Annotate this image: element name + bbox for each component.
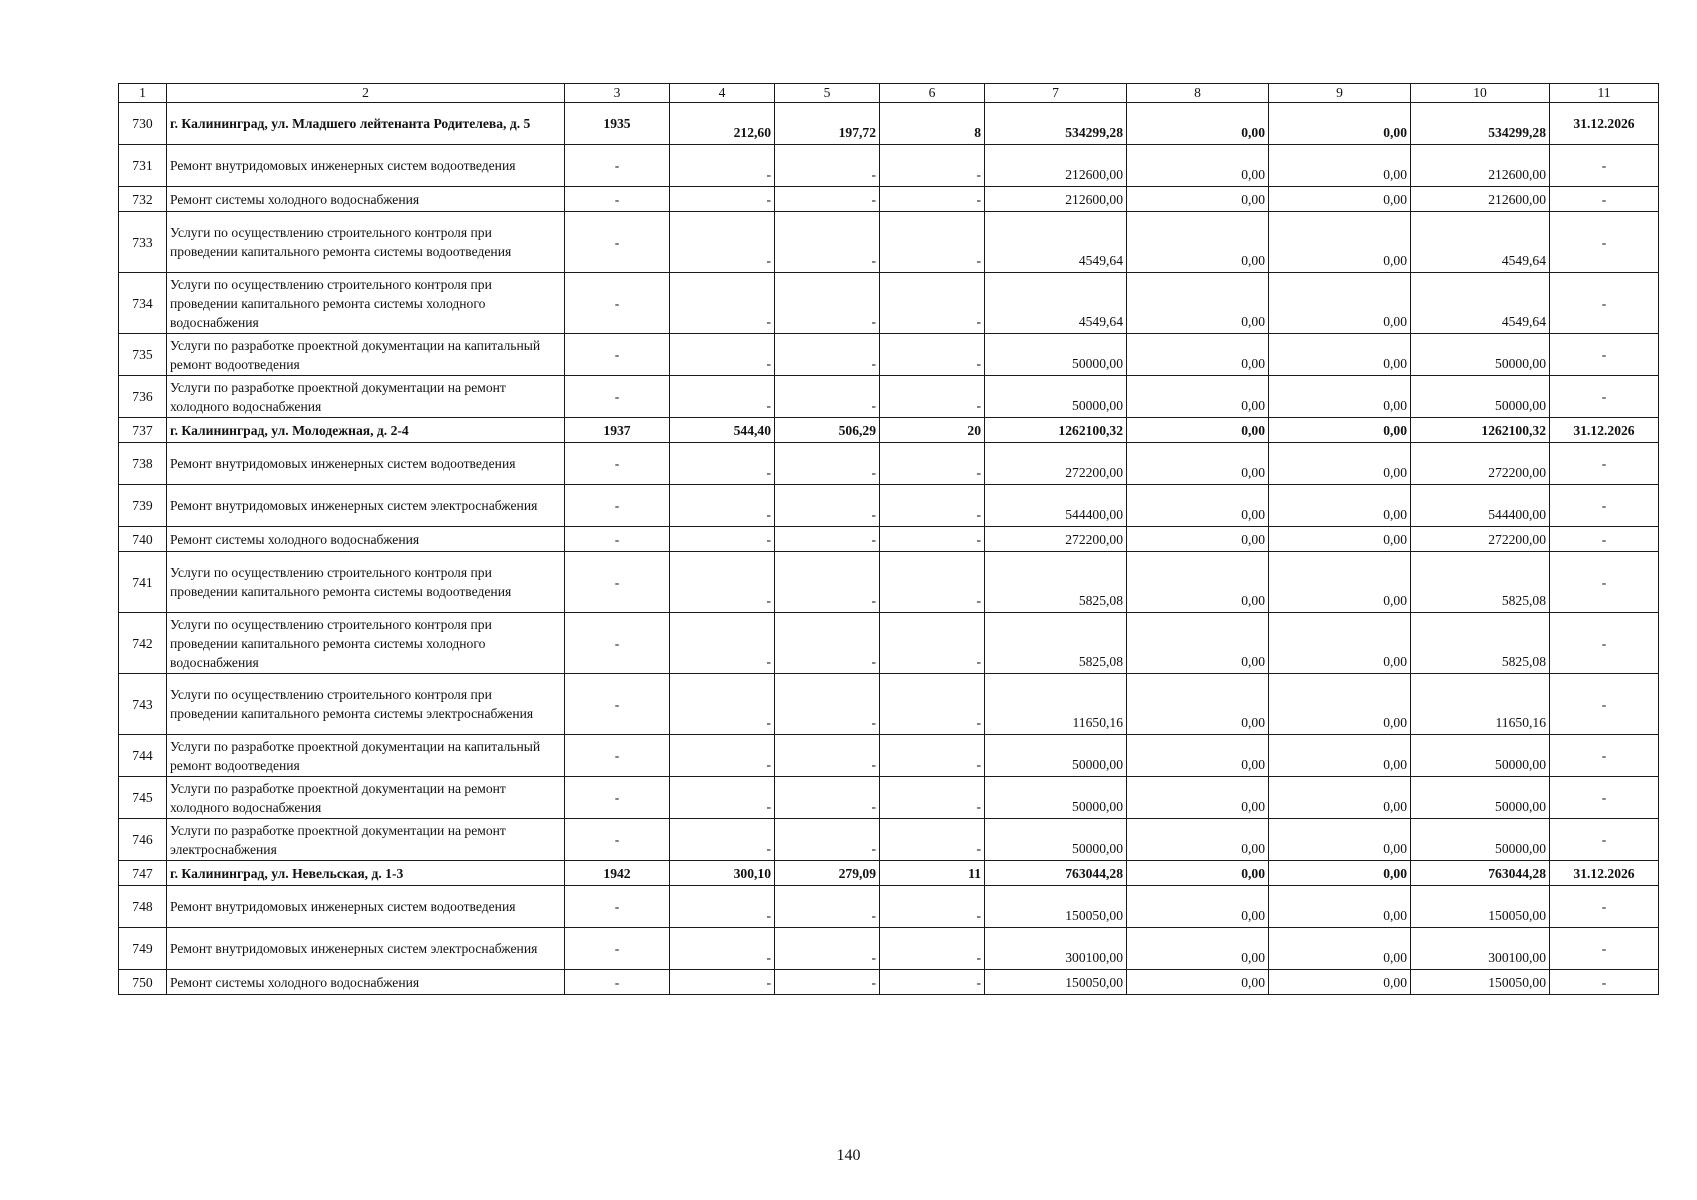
col-10-cell: 50000,00 <box>1411 376 1550 418</box>
row-number: 750 <box>119 970 167 995</box>
col-3-cell: - <box>565 145 670 187</box>
col-8-cell: 0,00 <box>1127 418 1269 443</box>
col-4-cell: - <box>670 735 775 777</box>
col-8-cell: 0,00 <box>1127 212 1269 273</box>
table-row <box>119 552 1659 613</box>
table-row <box>119 674 1659 735</box>
header-col-3: 3 <box>565 84 670 103</box>
col-9-cell: 0,00 <box>1269 418 1411 443</box>
col-11-cell: 31.12.2026 <box>1550 861 1659 886</box>
col-8-cell: 0,00 <box>1127 674 1269 735</box>
col-5-cell: - <box>775 970 880 995</box>
col-3-cell: - <box>565 886 670 928</box>
header-col-7: 7 <box>985 84 1127 103</box>
col-7-cell: 11650,16 <box>985 674 1127 735</box>
col-11-cell: - <box>1550 970 1659 995</box>
col-5-cell: - <box>775 273 880 334</box>
col-9-cell: 0,00 <box>1269 485 1411 527</box>
col-11-cell: - <box>1550 376 1659 418</box>
col-6-cell: - <box>880 273 985 334</box>
col-5-cell: - <box>775 886 880 928</box>
table-row <box>119 443 1659 485</box>
col-7-cell: 4549,64 <box>985 273 1127 334</box>
col-3-cell: - <box>565 970 670 995</box>
table-row <box>119 886 1659 928</box>
col-4-cell: - <box>670 777 775 819</box>
work-name: Услуги по осуществлению строительного контроля при проведении капитального ремонта системы водоотведения <box>167 552 565 613</box>
col-9-cell: 0,00 <box>1269 212 1411 273</box>
table-row <box>119 212 1659 273</box>
table-header-row <box>119 84 1659 103</box>
col-3-cell: - <box>565 376 670 418</box>
col-6-cell: - <box>880 552 985 613</box>
col-11-cell: - <box>1550 212 1659 273</box>
col-10-cell: 544400,00 <box>1411 485 1550 527</box>
col-10-cell: 4549,64 <box>1411 212 1550 273</box>
col-6-cell: - <box>880 212 985 273</box>
table-row <box>119 735 1659 777</box>
col-4-cell: - <box>670 212 775 273</box>
page-number: 140 <box>836 1147 861 1164</box>
col-4-cell: - <box>670 674 775 735</box>
col-4-cell: 212,60 <box>670 103 775 145</box>
col-11-cell: - <box>1550 145 1659 187</box>
col-5-cell: - <box>775 187 880 212</box>
col-11-cell: - <box>1550 443 1659 485</box>
col-7-cell: 150050,00 <box>985 886 1127 928</box>
col-4-cell: - <box>670 443 775 485</box>
col-11-cell: - <box>1550 735 1659 777</box>
row-number: 731 <box>119 145 167 187</box>
col-3-cell: - <box>565 273 670 334</box>
col-11-cell: - <box>1550 527 1659 552</box>
col-8-cell: 0,00 <box>1127 145 1269 187</box>
col-5-cell: - <box>775 443 880 485</box>
col-5-cell: - <box>775 777 880 819</box>
col-9-cell: 0,00 <box>1269 145 1411 187</box>
col-4-cell: - <box>670 928 775 970</box>
header-col-11: 11 <box>1550 84 1659 103</box>
col-7-cell: 212600,00 <box>985 187 1127 212</box>
col-8-cell: 0,00 <box>1127 443 1269 485</box>
col-10-cell: 300100,00 <box>1411 928 1550 970</box>
col-4-cell: - <box>670 552 775 613</box>
col-6-cell: - <box>880 970 985 995</box>
col-11-cell: - <box>1550 928 1659 970</box>
work-name: Услуги по разработке проектной документации на ремонт электроснабжения <box>167 819 565 861</box>
header-col-2: 2 <box>167 84 565 103</box>
col-6-cell: - <box>880 777 985 819</box>
row-number: 747 <box>119 861 167 886</box>
header-col-6: 6 <box>880 84 985 103</box>
col-6-cell: 8 <box>880 103 985 145</box>
col-10-cell: 150050,00 <box>1411 970 1550 995</box>
work-name: Ремонт внутридомовых инженерных систем водоотведения <box>167 145 565 187</box>
col-6-cell: - <box>880 928 985 970</box>
col-3-cell: - <box>565 485 670 527</box>
table-row <box>119 819 1659 861</box>
col-11-cell: - <box>1550 886 1659 928</box>
header-col-9: 9 <box>1269 84 1411 103</box>
work-name: Услуги по разработке проектной документации на ремонт холодного водоснабжения <box>167 376 565 418</box>
row-number: 734 <box>119 273 167 334</box>
col-7-cell: 50000,00 <box>985 376 1127 418</box>
table-row <box>119 485 1659 527</box>
col-10-cell: 5825,08 <box>1411 552 1550 613</box>
col-8-cell: 0,00 <box>1127 273 1269 334</box>
col-6-cell: 20 <box>880 418 985 443</box>
col-3-cell: - <box>565 777 670 819</box>
col-6-cell: 11 <box>880 861 985 886</box>
col-3-cell: 1937 <box>565 418 670 443</box>
col-6-cell: - <box>880 735 985 777</box>
col-7-cell: 4549,64 <box>985 212 1127 273</box>
col-8-cell: 0,00 <box>1127 334 1269 376</box>
table-row <box>119 527 1659 552</box>
work-name: г. Калининград, ул. Молодежная, д. 2-4 <box>167 418 565 443</box>
col-11-cell: - <box>1550 552 1659 613</box>
header-col-1: 1 <box>119 84 167 103</box>
table-body <box>119 84 1659 995</box>
work-name: Ремонт системы холодного водоснабжения <box>167 527 565 552</box>
col-10-cell: 212600,00 <box>1411 145 1550 187</box>
work-name: Услуги по разработке проектной документации на капитальный ремонт водоотведения <box>167 735 565 777</box>
col-3-cell: - <box>565 674 670 735</box>
col-5-cell: - <box>775 145 880 187</box>
col-11-cell: 31.12.2026 <box>1550 103 1659 145</box>
table-row <box>119 334 1659 376</box>
table-row <box>119 273 1659 334</box>
col-9-cell: 0,00 <box>1269 674 1411 735</box>
col-5-cell: - <box>775 527 880 552</box>
row-number: 742 <box>119 613 167 674</box>
col-4-cell: - <box>670 334 775 376</box>
col-10-cell: 50000,00 <box>1411 777 1550 819</box>
col-8-cell: 0,00 <box>1127 928 1269 970</box>
col-5-cell: 279,09 <box>775 861 880 886</box>
col-6-cell: - <box>880 527 985 552</box>
row-number: 745 <box>119 777 167 819</box>
col-8-cell: 0,00 <box>1127 777 1269 819</box>
work-name: Ремонт внутридомовых инженерных систем электроснабжения <box>167 928 565 970</box>
col-7-cell: 50000,00 <box>985 777 1127 819</box>
col-4-cell: - <box>670 613 775 674</box>
col-7-cell: 1262100,32 <box>985 418 1127 443</box>
col-8-cell: 0,00 <box>1127 861 1269 886</box>
col-10-cell: 50000,00 <box>1411 819 1550 861</box>
col-11-cell: - <box>1550 674 1659 735</box>
col-3-cell: - <box>565 334 670 376</box>
table-row <box>119 861 1659 886</box>
col-4-cell: - <box>670 527 775 552</box>
col-4-cell: - <box>670 485 775 527</box>
col-9-cell: 0,00 <box>1269 527 1411 552</box>
row-number: 733 <box>119 212 167 273</box>
col-7-cell: 272200,00 <box>985 527 1127 552</box>
work-name: Услуги по разработке проектной документации на ремонт холодного водоснабжения <box>167 777 565 819</box>
col-7-cell: 534299,28 <box>985 103 1127 145</box>
work-name: г. Калининград, ул. Невельская, д. 1-3 <box>167 861 565 886</box>
work-name: Услуги по осуществлению строительного контроля при проведении капитального ремонта системы электроснабжения <box>167 674 565 735</box>
table-row <box>119 928 1659 970</box>
col-9-cell: 0,00 <box>1269 552 1411 613</box>
col-8-cell: 0,00 <box>1127 485 1269 527</box>
table-row <box>119 418 1659 443</box>
table-row <box>119 103 1659 145</box>
col-4-cell: - <box>670 970 775 995</box>
col-3-cell: - <box>565 928 670 970</box>
col-4-cell: - <box>670 819 775 861</box>
work-name: Ремонт системы холодного водоснабжения <box>167 970 565 995</box>
col-3-cell: - <box>565 613 670 674</box>
col-5-cell: - <box>775 334 880 376</box>
col-4-cell: 300,10 <box>670 861 775 886</box>
col-10-cell: 150050,00 <box>1411 886 1550 928</box>
row-number: 744 <box>119 735 167 777</box>
work-name: Ремонт внутридомовых инженерных систем электроснабжения <box>167 485 565 527</box>
col-6-cell: - <box>880 485 985 527</box>
col-9-cell: 0,00 <box>1269 928 1411 970</box>
col-9-cell: 0,00 <box>1269 376 1411 418</box>
col-8-cell: 0,00 <box>1127 103 1269 145</box>
col-6-cell: - <box>880 145 985 187</box>
col-9-cell: 0,00 <box>1269 334 1411 376</box>
col-5-cell: - <box>775 735 880 777</box>
col-3-cell: - <box>565 552 670 613</box>
col-5-cell: - <box>775 928 880 970</box>
col-5-cell: - <box>775 552 880 613</box>
col-9-cell: 0,00 <box>1269 613 1411 674</box>
col-10-cell: 212600,00 <box>1411 187 1550 212</box>
col-10-cell: 1262100,32 <box>1411 418 1550 443</box>
col-8-cell: 0,00 <box>1127 970 1269 995</box>
row-number: 738 <box>119 443 167 485</box>
col-4-cell: 544,40 <box>670 418 775 443</box>
col-8-cell: 0,00 <box>1127 613 1269 674</box>
col-10-cell: 5825,08 <box>1411 613 1550 674</box>
table-row <box>119 145 1659 187</box>
table-row <box>119 613 1659 674</box>
col-8-cell: 0,00 <box>1127 552 1269 613</box>
col-3-cell: - <box>565 527 670 552</box>
col-3-cell: 1942 <box>565 861 670 886</box>
row-number: 732 <box>119 187 167 212</box>
col-8-cell: 0,00 <box>1127 527 1269 552</box>
col-6-cell: - <box>880 886 985 928</box>
row-number: 741 <box>119 552 167 613</box>
col-8-cell: 0,00 <box>1127 187 1269 212</box>
col-3-cell: - <box>565 819 670 861</box>
col-9-cell: 0,00 <box>1269 861 1411 886</box>
col-3-cell: - <box>565 212 670 273</box>
col-7-cell: 212600,00 <box>985 145 1127 187</box>
table-row <box>119 187 1659 212</box>
col-10-cell: 272200,00 <box>1411 527 1550 552</box>
col-10-cell: 763044,28 <box>1411 861 1550 886</box>
col-9-cell: 0,00 <box>1269 819 1411 861</box>
col-10-cell: 50000,00 <box>1411 735 1550 777</box>
col-5-cell: - <box>775 485 880 527</box>
col-11-cell: - <box>1550 334 1659 376</box>
col-10-cell: 11650,16 <box>1411 674 1550 735</box>
col-9-cell: 0,00 <box>1269 443 1411 485</box>
work-name: Услуги по осуществлению строительного контроля при проведении капитального ремонта системы холодного водоснабжения <box>167 273 565 334</box>
col-9-cell: 0,00 <box>1269 187 1411 212</box>
col-8-cell: 0,00 <box>1127 735 1269 777</box>
col-5-cell: - <box>775 212 880 273</box>
col-9-cell: 0,00 <box>1269 103 1411 145</box>
table-row <box>119 376 1659 418</box>
col-5-cell: - <box>775 674 880 735</box>
col-7-cell: 272200,00 <box>985 443 1127 485</box>
row-number: 740 <box>119 527 167 552</box>
col-4-cell: - <box>670 886 775 928</box>
col-4-cell: - <box>670 187 775 212</box>
col-6-cell: - <box>880 674 985 735</box>
col-4-cell: - <box>670 376 775 418</box>
row-number: 739 <box>119 485 167 527</box>
col-7-cell: 50000,00 <box>985 334 1127 376</box>
col-6-cell: - <box>880 376 985 418</box>
work-name: Услуги по осуществлению строительного контроля при проведении капитального ремонта системы водоотведения <box>167 212 565 273</box>
work-name: г. Калининград, ул. Младшего лейтенанта Родителева, д. 5 <box>167 103 565 145</box>
row-number: 736 <box>119 376 167 418</box>
col-9-cell: 0,00 <box>1269 777 1411 819</box>
row-number: 746 <box>119 819 167 861</box>
col-9-cell: 0,00 <box>1269 273 1411 334</box>
header-col-8: 8 <box>1127 84 1269 103</box>
repair-program-table <box>118 83 1659 995</box>
col-7-cell: 50000,00 <box>985 819 1127 861</box>
col-9-cell: 0,00 <box>1269 735 1411 777</box>
col-3-cell: 1935 <box>565 103 670 145</box>
col-7-cell: 5825,08 <box>985 552 1127 613</box>
work-name: Услуги по осуществлению строительного контроля при проведении капитального ремонта системы холодного водоснабжения <box>167 613 565 674</box>
col-8-cell: 0,00 <box>1127 886 1269 928</box>
header-col-4: 4 <box>670 84 775 103</box>
table-row <box>119 970 1659 995</box>
work-name: Ремонт внутридомовых инженерных систем водоотведения <box>167 886 565 928</box>
col-3-cell: - <box>565 443 670 485</box>
col-6-cell: - <box>880 334 985 376</box>
col-11-cell: 31.12.2026 <box>1550 418 1659 443</box>
col-9-cell: 0,00 <box>1269 970 1411 995</box>
col-7-cell: 5825,08 <box>985 613 1127 674</box>
col-5-cell: 506,29 <box>775 418 880 443</box>
row-number: 735 <box>119 334 167 376</box>
col-11-cell: - <box>1550 613 1659 674</box>
col-5-cell: 197,72 <box>775 103 880 145</box>
col-5-cell: - <box>775 376 880 418</box>
col-7-cell: 300100,00 <box>985 928 1127 970</box>
row-number: 748 <box>119 886 167 928</box>
col-10-cell: 50000,00 <box>1411 334 1550 376</box>
row-number: 743 <box>119 674 167 735</box>
header-col-10: 10 <box>1411 84 1550 103</box>
col-7-cell: 763044,28 <box>985 861 1127 886</box>
col-10-cell: 534299,28 <box>1411 103 1550 145</box>
col-6-cell: - <box>880 443 985 485</box>
col-5-cell: - <box>775 613 880 674</box>
col-4-cell: - <box>670 273 775 334</box>
row-number: 749 <box>119 928 167 970</box>
header-col-5: 5 <box>775 84 880 103</box>
col-3-cell: - <box>565 187 670 212</box>
col-6-cell: - <box>880 819 985 861</box>
col-11-cell: - <box>1550 819 1659 861</box>
col-6-cell: - <box>880 613 985 674</box>
work-name: Ремонт внутридомовых инженерных систем водоотведения <box>167 443 565 485</box>
col-10-cell: 272200,00 <box>1411 443 1550 485</box>
col-6-cell: - <box>880 187 985 212</box>
col-7-cell: 50000,00 <box>985 735 1127 777</box>
work-name: Ремонт системы холодного водоснабжения <box>167 187 565 212</box>
col-11-cell: - <box>1550 273 1659 334</box>
col-3-cell: - <box>565 735 670 777</box>
col-5-cell: - <box>775 819 880 861</box>
col-11-cell: - <box>1550 777 1659 819</box>
col-4-cell: - <box>670 145 775 187</box>
col-9-cell: 0,00 <box>1269 886 1411 928</box>
col-11-cell: - <box>1550 187 1659 212</box>
row-number: 737 <box>119 418 167 443</box>
table-row <box>119 777 1659 819</box>
row-number: 730 <box>119 103 167 145</box>
col-10-cell: 4549,64 <box>1411 273 1550 334</box>
col-7-cell: 150050,00 <box>985 970 1127 995</box>
work-name: Услуги по разработке проектной документации на капитальный ремонт водоотведения <box>167 334 565 376</box>
col-8-cell: 0,00 <box>1127 819 1269 861</box>
col-8-cell: 0,00 <box>1127 376 1269 418</box>
col-7-cell: 544400,00 <box>985 485 1127 527</box>
col-11-cell: - <box>1550 485 1659 527</box>
